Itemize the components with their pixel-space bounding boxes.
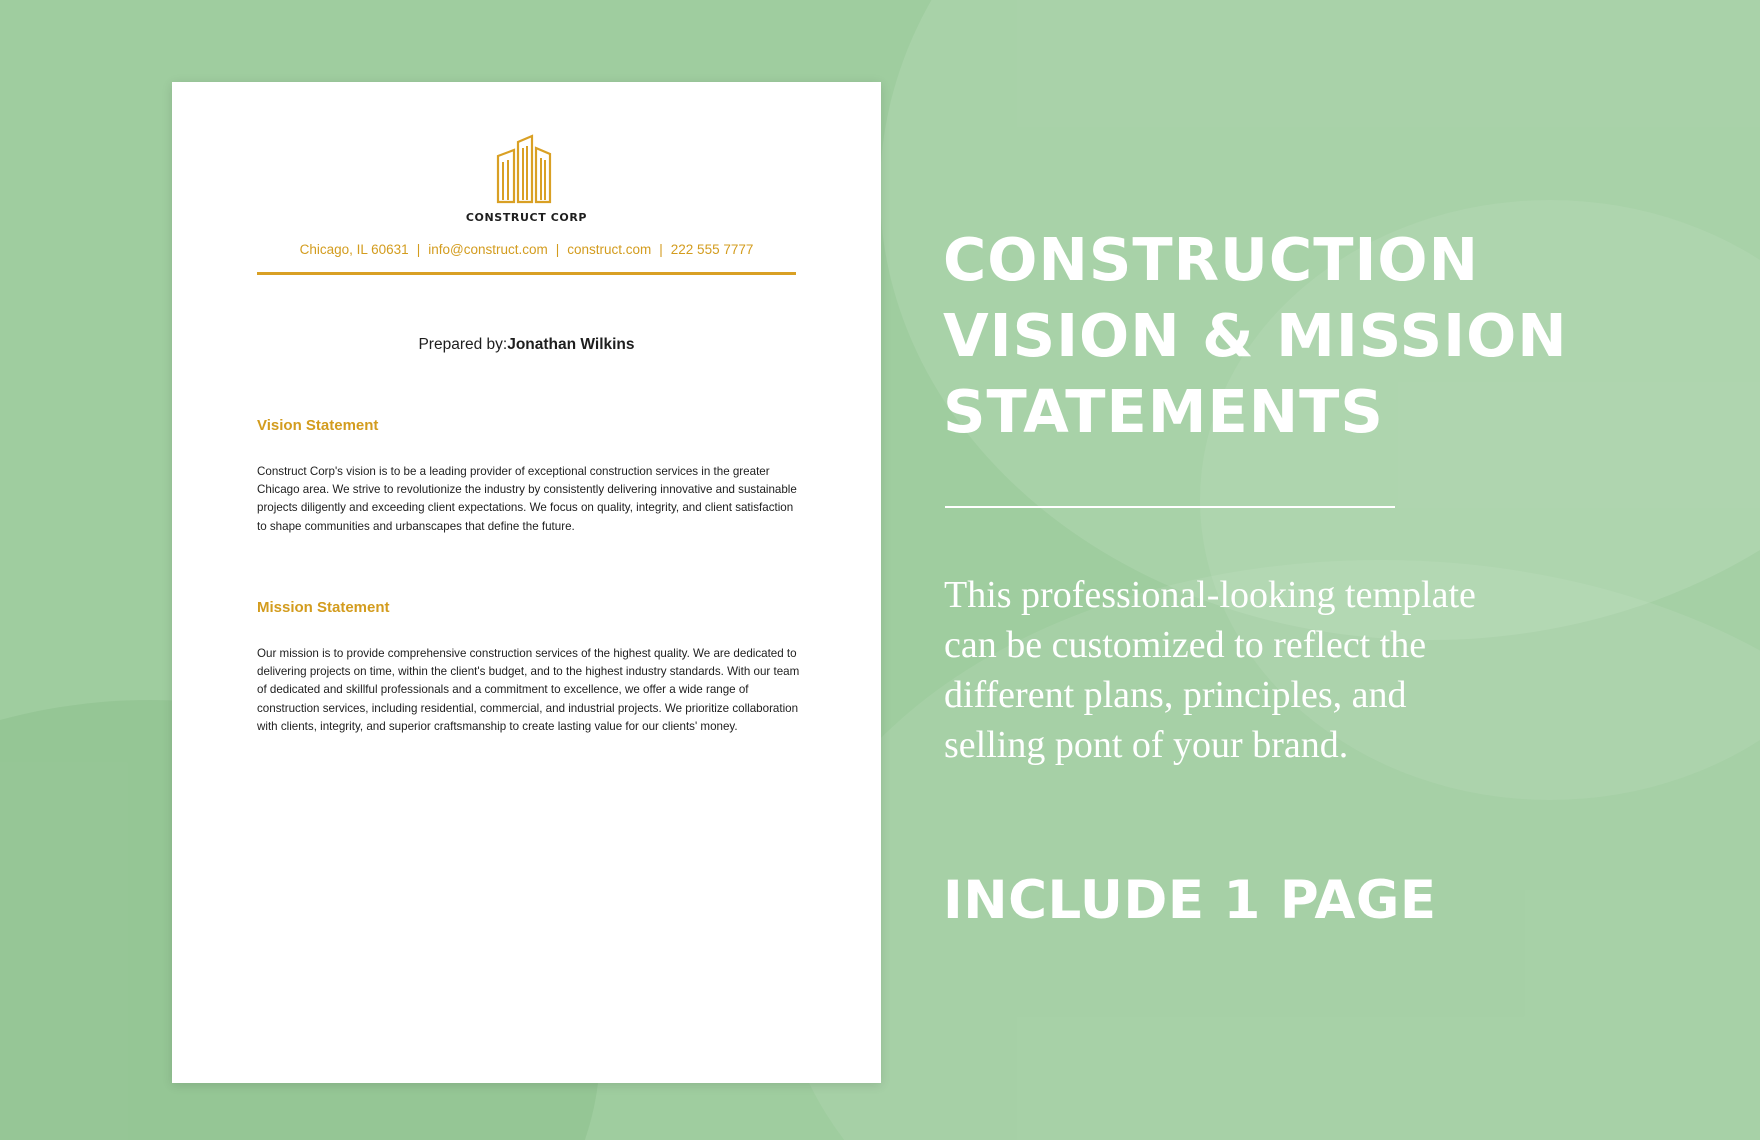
promo-include-label: INCLUDE 1 PAGE [943,870,1437,931]
mission-heading: Mission Statement [257,599,390,616]
vision-body: Construct Corp's vision is to be a leading provider of exceptional construction services in the greater Chicago area. We strive to revolutionize the industry by consistently delivering innovative and sustainable projects diligently and exceeding client expectations. We focus on quality, integrity, and client satisfaction to shape communities and urbanscapes that define the future. [257,465,797,533]
header-divider [257,272,796,275]
contact-separator: | [555,242,560,257]
contact-line [172,242,881,257]
contact-phone: 222 555 7777 [670,242,754,257]
document-page [172,82,881,1083]
contact-separator: | [659,242,663,257]
mission-body: Our mission is to provide comprehensive construction services of the highest quality. We are dedicated to delivering projects on time, within the client's budget, and to the highest industry standards. With our team of dedicated and skillful professionals and a commitment to excellence, we offer a wide range of construction services, including residential, commercial, and industrial projects. We prioritize collaboration with clients, integrity, and superior craftsmanship to create lasting value for our clients' money. [257,647,800,733]
contact-email: info@construct.com [428,242,548,257]
promo-description: This professional-looking template can be customized to reflect the different plans, principles, and selling pont of your brand. [944,574,1476,766]
promo-title: CONSTRUCTION VISION & MISSION STATEMENTS [943,225,1568,446]
contact-address: Chicago, IL 60631 [299,242,409,257]
vision-heading: Vision Statement [257,417,379,434]
contact-separator: | [416,242,421,257]
promo-divider [945,506,1395,508]
company-name: CONSTRUCT CORP [465,211,588,224]
contact-website: construct.com [567,242,652,257]
prepared-by-label: Prepared by: [418,336,508,353]
prepared-by-name: Jonathan Wilkins [507,336,635,353]
building-logo-icon [492,134,562,204]
logo [172,134,881,209]
prepared-by [172,336,881,354]
